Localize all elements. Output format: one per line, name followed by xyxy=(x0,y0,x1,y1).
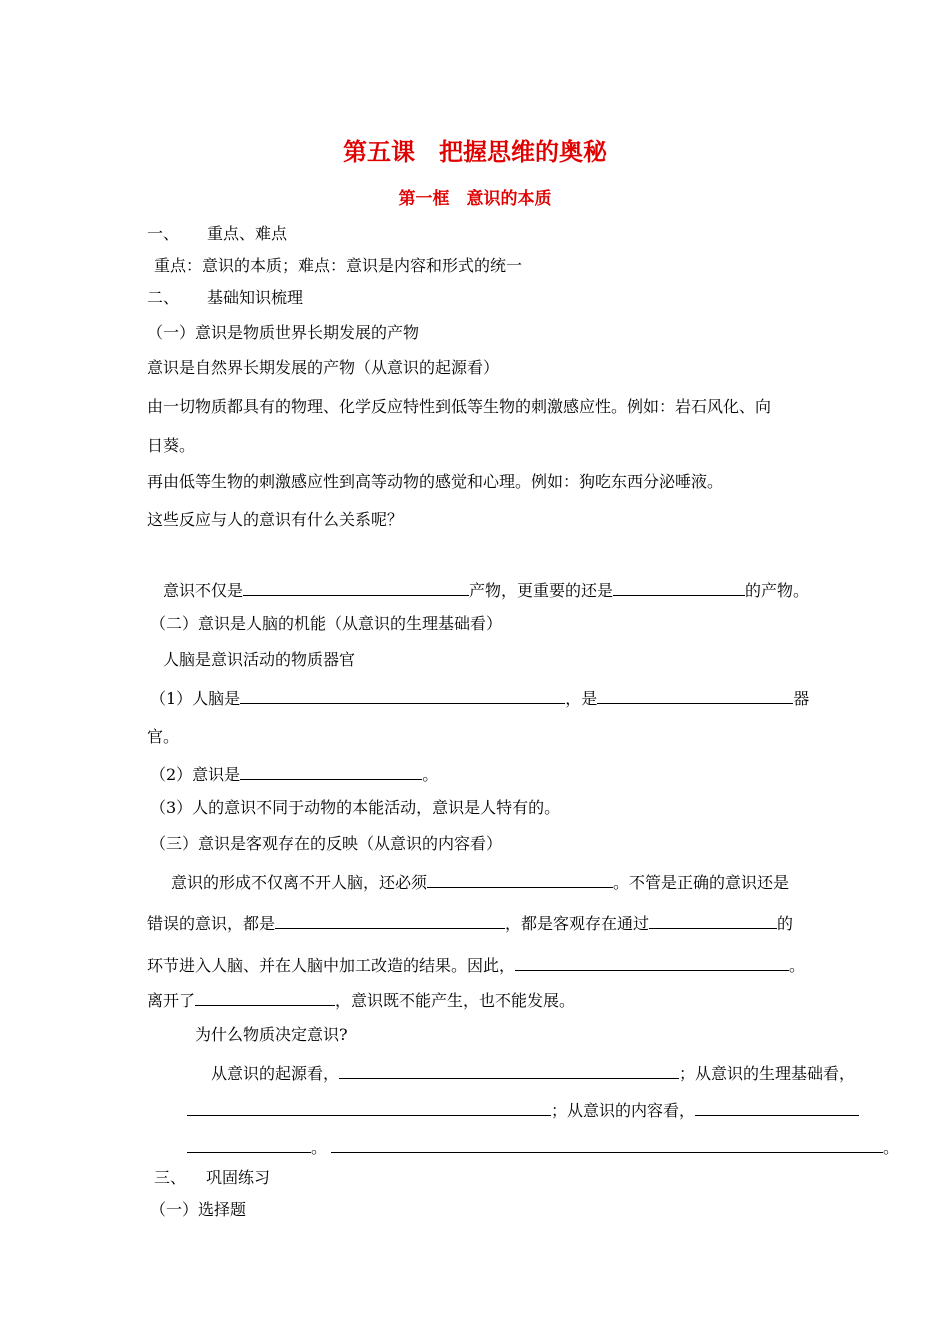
text-segment: 的产物。 xyxy=(745,581,810,600)
text-segment: 。不管是正确的意识还是 xyxy=(613,873,790,892)
section-number: 三、 xyxy=(154,1168,187,1187)
text-segment: 意识不仅是 xyxy=(163,581,244,600)
paragraph-line: 人脑是意识活动的物质器官 xyxy=(163,650,356,669)
text-segment: （2）意识是 xyxy=(150,765,241,784)
subsection-heading-4: （一）选择题 xyxy=(150,1200,247,1219)
paragraph-line: 再由低等生物的刺激感应性到高等动物的感觉和心理。例如：狗吃东西分泌唾液。 xyxy=(147,472,724,491)
fill-in-sentence xyxy=(147,988,575,1011)
answer-blank[interactable] xyxy=(195,988,335,1006)
answer-blank[interactable] xyxy=(243,578,469,596)
section-heading-3 xyxy=(154,1168,270,1188)
answer-blank[interactable] xyxy=(240,686,565,704)
subsection-heading-1: （一）意识是物质世界长期发展的产物 xyxy=(147,323,420,342)
text-segment: 。 xyxy=(883,1138,900,1157)
section-heading-1 xyxy=(147,224,287,244)
question-line: 为什么物质决定意识? xyxy=(195,1025,348,1044)
key-points-line: 重点：意识的本质；难点：意识是内容和形式的统一 xyxy=(154,256,523,275)
fill-in-sentence xyxy=(150,762,438,785)
answer-blank[interactable] xyxy=(275,911,505,929)
answer-blank[interactable] xyxy=(187,1135,311,1153)
text-segment: 。 xyxy=(789,956,806,975)
answer-blank[interactable] xyxy=(427,870,613,888)
text-segment: ；从意识的生理基础看， xyxy=(679,1064,856,1083)
paragraph-line: （3）人的意识不同于动物的本能活动，意识是人特有的。 xyxy=(150,798,561,817)
fill-in-sentence xyxy=(171,870,789,893)
fill-in-sentence xyxy=(163,578,809,601)
text-segment: 产物，更重要的还是 xyxy=(469,581,614,600)
answer-blank[interactable] xyxy=(240,762,422,780)
text-segment: ；从意识的内容看， xyxy=(551,1101,696,1120)
section-label: 重点、难点 xyxy=(207,224,288,243)
text-segment: 离开了 xyxy=(147,991,196,1010)
answer-blank[interactable] xyxy=(187,1098,551,1116)
text-segment: 器 xyxy=(793,689,810,708)
text-segment: 意识的形成不仅离不开人脑，还必须 xyxy=(171,873,428,892)
answer-blank[interactable] xyxy=(331,1135,883,1153)
answer-blank[interactable] xyxy=(339,1061,679,1079)
text-segment: 的 xyxy=(777,914,794,933)
answer-blank[interactable] xyxy=(695,1098,859,1116)
text-segment: ，意识既不能产生，也不能发展。 xyxy=(335,991,576,1010)
fill-in-sentence xyxy=(187,1135,899,1158)
text-segment: 。 xyxy=(311,1138,328,1157)
fill-in-sentence xyxy=(211,1061,855,1084)
question-line: 这些反应与人的意识有什么关系呢？ xyxy=(147,510,404,529)
answer-blank[interactable] xyxy=(597,686,793,704)
text-segment: 环节进入人脑、并在人脑中加工改造的结果。因此， xyxy=(147,956,516,975)
section-number: 一、 xyxy=(147,224,180,243)
fill-in-sentence xyxy=(150,686,809,709)
paragraph-line: 日葵。 xyxy=(147,436,196,455)
answer-blank[interactable] xyxy=(613,578,745,596)
subsection-heading-2: （二）意识是人脑的机能（从意识的生理基础看） xyxy=(150,614,503,633)
subsection-heading-3: （三）意识是客观存在的反映（从意识的内容看） xyxy=(150,834,503,853)
section-label: 巩固练习 xyxy=(206,1168,271,1187)
answer-blank[interactable] xyxy=(649,911,777,929)
fill-in-sentence xyxy=(187,1098,859,1121)
text-segment: 从意识的起源看， xyxy=(211,1064,340,1083)
text-segment: 错误的意识，都是 xyxy=(147,914,276,933)
section-label: 基础知识梳理 xyxy=(207,288,304,307)
text-segment: （1）人脑是 xyxy=(150,689,241,708)
page-subtitle: 第一框 意识的本质 xyxy=(398,189,552,209)
section-heading-2 xyxy=(147,288,303,308)
paragraph-line: 由一切物质都具有的物理、化学反应特性到低等生物的刺激感应性。例如：岩石风化、向 xyxy=(147,397,772,416)
fill-in-sentence xyxy=(147,953,805,976)
paragraph-line: 官。 xyxy=(147,727,180,746)
fill-in-sentence xyxy=(147,911,793,934)
text-segment: ，都是客观存在通过 xyxy=(505,914,650,933)
page-title: 第五课 把握思维的奥秘 xyxy=(343,138,607,166)
text-segment: 。 xyxy=(422,765,439,784)
text-segment: ，是 xyxy=(565,689,598,708)
section-number: 二、 xyxy=(147,288,180,307)
paragraph-line: 意识是自然界长期发展的产物（从意识的起源看） xyxy=(147,358,500,377)
answer-blank[interactable] xyxy=(515,953,789,971)
